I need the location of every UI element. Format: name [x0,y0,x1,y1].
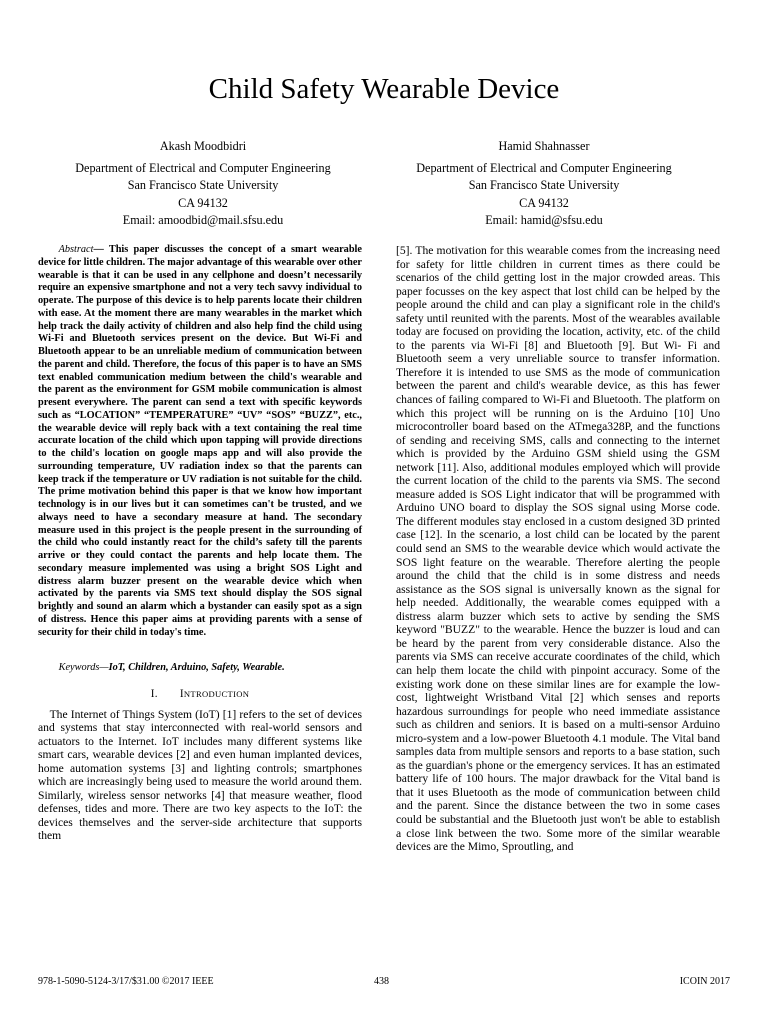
author-name: Hamid Shahnasser [498,139,590,153]
author-address: CA 94132 [178,195,228,210]
abstract-label: Abstract [58,244,94,255]
author-block-2 [379,138,709,229]
section-heading [38,688,362,702]
author-university: San Francisco State University [127,178,279,193]
left-column [38,244,362,843]
footer-isbn: 978-1-5090-5124-3/17/$31.00 ©2017 IEEE [38,976,214,987]
author-department: Department of Electrical and Computer Engineering [75,161,331,176]
author-department: Department of Electrical and Computer Engineering [416,161,672,176]
keywords [38,661,362,674]
author-university: San Francisco State University [468,178,620,193]
right-column [396,244,720,854]
conference-name: ICOIN 2017 [679,976,730,987]
author-name: Akash Moodbidri [159,139,247,153]
abstract-text: — This paper discusses the concept of a smart wearable device for little children. The major advantage of this wearable over other wearable is that it can be used in any cellphone and doesn’t necessarily require an expensive smartphone and not a very tech savvy individual to operate. The purpose of this device is to help parents locate their children with ease. At the moment there are many wearables in the market which help track the daily activity of children and also help find the child using Wi-Fi and Bluetooth services present on the device. But Wi-Fi and Bluetooth appear to be an unreliable medium of communication between the parent and child. Therefore, the focus of this paper is to have an SMS text enabled communication medium between the child's wearable and the parent as the environment for GSM mobile communication is almost present everywhere. The parent can send a text with specific keywords such as “LOCATION” “TEMPERATURE” “UV” “SOS” “BUZZ”, etc., the wearable device will reply back with a text containing the real time accurate location of the child which upon tapping will provide directions to the child's location on google maps app and will also provide the surrounding temperature, UV radiation index so that the parents can keep track if the temperature or UV radiation is not suitable for the child. The prime motivation behind this paper is that we know how important technology is in our lives but it can sometimes can't be trusted, and we always need to have a secondary measure at hand. The secondary measure used in this project is the people present in the surrounding of the child who could instantly react for the child’s safety till the parents arrive or they could contact the parents and help locate them. The secondary measure implemented was using a bright SOS Light and distress alarm buzzer present on the wearable device which when activated by the parents via SMS text should display the SOS signal brightly and sound an alarm which a bystander can easily spot as a sign of distress. Hence this paper aims at providing parents with a sense of security for their child in today's time. [38,244,362,638]
keywords-label: Keywords— [58,662,109,674]
author-email: Email: hamid@sfsu.edu [485,212,603,227]
page-number: 438 [374,976,389,987]
author-block-1 [38,138,368,229]
section-number: I. [150,688,158,701]
intro-paragraph: The Internet of Things System (IoT) [1] refers to the set of devices and systems that stay interconnected with real-world sensors and actuators to the Internet. IoT includes many different systems like smart cars, wearable devices [2] and even human implanted devices, home automation systems [3] and lighting controls; smartphones which are increasingly being used to measure the world around them. Similarly, wireless sensor networks [4] that measure weather, flood defenses, tides and more. There are two key aspects to the IoT: the devices themselves and the server-side architecture that supports them [38,707,362,843]
abstract [38,244,362,639]
author-email: Email: amoodbid@mail.sfsu.edu [122,212,284,227]
intro-paragraph-continued: [5]. The motivation for this wearable comes from the increasing need for safety for little children in current times as there could be scenarios of the child getting lost in the major crowded areas. This paper focusses on the key aspect that lost child can be helped by the people around the child and can play a significant role in the child's safety until reunited with the parents. Most of the wearables available today are focused on providing the location, activity, etc. of the child to the parents via Wi-Fi [8] and Bluetooth [9]. But Wi- Fi and Bluetooth seem a very unreliable source to transfer information. Therefore it is intended to use SMS as the mode of communication between the parent and child's wearable device, as this has fewer chances of failing compared to Wi-Fi and Bluetooth. The platform on which this project will be running on is the Arduino [10] Uno microcontroller board based on the ATmega328P, and the functions of sending and receiving SMS, calls and connecting to the internet which is provided by the Arduino GSM shield using the GSM network [11]. Also, additional modules employed which will provide the current location of the child to the parents via SMS. The second measure added is SOS Light indicator that will be programmed with Arduino UNO board to display the SOS signal using Morse code. The different modules stay enclosed in a custom designed 3D printed case [12]. In the scenario, a lost child can be located by the parent could send an SMS to the wearable device which would activate the SOS light feature on the wearable. Therefore alerting the people around the child that the child is in some distress and needs assistance as the SOS signal is universally known as the signal for help needed. Additionally, the wearable comes equipped with a distress alarm buzzer which sets to active by sending the SMS keyword "BUZZ" to the wearable. Hence the buzzer is loud and can be heard by the parent from very considerable distance. Also the parents via SMS can receive accurate coordinates of the child, which can help them locate the child with pinpoint accuracy. Some of the existing work done on these similar lines are for example the low-cost, lightweight Wristband Vital [2] which senses and reports hazardous surroundings for people who need immediate assistance such as children and seniors. It is based on a multi-sensor Arduino micro-system and a low-power Bluetooth 4.1 module. The Vital band samples data from multiple sensors and reports to a base station, such as the guardian's phone or the emergency services. It has an estimated battery life of 100 hours. The major drawback for the Vital band is that it uses Bluetooth as the mode of communication between child and the parent. Since the distance between the two in some cases could be substantial and the Bluetooth just won't be able to establish a close link between the two. Some more of the similar wearable devices are the Mimo, Sproutling, and [396,244,720,854]
paper-title: Child Safety Wearable Device [208,73,560,105]
author-address: CA 94132 [519,195,569,210]
keywords-text: IoT, Children, Arduino, Safety, Wearable. [108,662,285,674]
section-title: INTRODUCTION [179,688,250,701]
